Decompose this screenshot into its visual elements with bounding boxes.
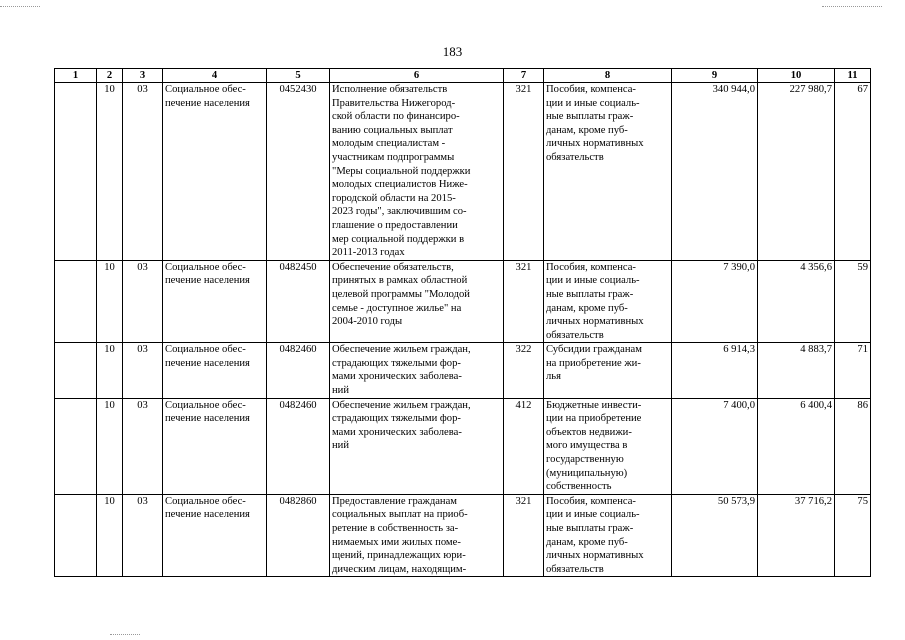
cell-description-line: городской области на 2015- bbox=[332, 192, 456, 204]
cell-section-name bbox=[163, 343, 267, 398]
cell-target-code: 0452430 bbox=[267, 83, 330, 261]
column-header-11: 11 bbox=[835, 69, 871, 83]
scan-artifact-top-right bbox=[822, 6, 882, 7]
cell-description-line: ванию социальных выплат bbox=[332, 124, 453, 136]
cell-description-line: ний bbox=[332, 385, 350, 397]
cell-expense-type-name-line: мого имущества в bbox=[546, 440, 628, 452]
table-header bbox=[55, 69, 871, 83]
cell-expense-type-name-line: личных нормативных bbox=[546, 138, 644, 150]
cell-percent: 71 bbox=[835, 343, 871, 398]
cell-expense-type-name-line: Бюджетные инвести- bbox=[546, 399, 642, 411]
cell-section-name bbox=[163, 260, 267, 343]
cell-description-line: щений, принадлежащих юри- bbox=[332, 550, 466, 562]
cell-expense-type-name bbox=[544, 83, 672, 261]
cell-section-name-line: печение населения bbox=[165, 413, 250, 425]
cell-description-line: молодых специалистов Ниже- bbox=[332, 179, 468, 191]
cell-description-line: глашение о предоставлении bbox=[332, 219, 458, 231]
cell-section: 10 bbox=[97, 494, 123, 577]
cell-section-name bbox=[163, 494, 267, 577]
column-header-9: 9 bbox=[672, 69, 758, 83]
cell-expense-type-name-line: личных нормативных bbox=[546, 316, 644, 328]
cell-expense-type-name-line: Пособия, компенса- bbox=[546, 84, 636, 95]
column-header-8: 8 bbox=[544, 69, 672, 83]
cell-empty bbox=[55, 494, 97, 577]
cell-section-name-line: Социальное обес- bbox=[165, 84, 246, 95]
cell-planned-amount: 7 400,0 bbox=[672, 398, 758, 494]
cell-subsection: 03 bbox=[123, 494, 163, 577]
cell-description-line: мами хронических заболева- bbox=[332, 426, 462, 438]
cell-expense-type-name-line: обязательств bbox=[546, 563, 604, 575]
cell-expense-type-name-line: Пособия, компенса- bbox=[546, 261, 636, 273]
cell-percent: 59 bbox=[835, 260, 871, 343]
cell-description-line: Предоставление гражданам bbox=[332, 495, 457, 507]
cell-description-line: молодым специалистам - bbox=[332, 138, 446, 150]
cell-expense-type: 322 bbox=[504, 343, 544, 398]
cell-expense-type: 321 bbox=[504, 83, 544, 261]
cell-expense-type-name-line: объектов недвижи- bbox=[546, 426, 632, 438]
cell-expense-type-name-line: данам, кроме пуб- bbox=[546, 124, 628, 136]
cell-expense-type: 321 bbox=[504, 260, 544, 343]
cell-section-name bbox=[163, 83, 267, 261]
cell-empty bbox=[55, 260, 97, 343]
cell-expense-type-name bbox=[544, 398, 672, 494]
cell-expense-type-name-line: Субсидии гражданам bbox=[546, 344, 642, 356]
cell-description-line: Обеспечение жильем граждан, bbox=[332, 399, 471, 411]
cell-description-line: Правительства Нижегород- bbox=[332, 97, 456, 109]
cell-expense-type-name-line: личных нормативных bbox=[546, 550, 644, 562]
cell-description-line: социальных выплат на приоб- bbox=[332, 509, 468, 521]
table-row bbox=[55, 260, 871, 343]
cell-percent: 86 bbox=[835, 398, 871, 494]
cell-expense-type-name-line: (муниципальную) bbox=[546, 467, 628, 479]
cell-description-line: ской области по финансиро- bbox=[332, 111, 460, 123]
cell-description-line: семье - доступное жилье" на bbox=[332, 302, 462, 314]
cell-section: 10 bbox=[97, 398, 123, 494]
cell-expense-type: 412 bbox=[504, 398, 544, 494]
cell-expense-type-name-line: государственную bbox=[546, 454, 624, 466]
cell-description-line: 2004-2010 годы bbox=[332, 316, 403, 328]
cell-section-name-line: печение населения bbox=[165, 275, 250, 287]
cell-expense-type-name-line: собственность bbox=[546, 481, 612, 493]
cell-target-code: 0482460 bbox=[267, 343, 330, 398]
cell-expense-type-name-line: обязательств bbox=[546, 151, 604, 163]
column-header-3: 3 bbox=[123, 69, 163, 83]
cell-expense-type-name-line: ции и иные социаль- bbox=[546, 509, 640, 521]
header-row bbox=[55, 69, 871, 83]
cell-description bbox=[330, 494, 504, 577]
cell-section-name bbox=[163, 398, 267, 494]
scan-artifact-top-left bbox=[0, 6, 40, 7]
cell-section: 10 bbox=[97, 260, 123, 343]
cell-expense-type-name-line: Пособия, компенса- bbox=[546, 495, 636, 507]
cell-description-line: дическим лицам, находящим- bbox=[332, 563, 467, 575]
cell-actual-amount: 6 400,4 bbox=[758, 398, 835, 494]
table-body bbox=[55, 83, 871, 577]
table-row bbox=[55, 343, 871, 398]
cell-description-line: мер социальной поддержки в bbox=[332, 233, 465, 245]
cell-section-name-line: печение населения bbox=[165, 357, 250, 369]
cell-section: 10 bbox=[97, 343, 123, 398]
cell-actual-amount: 4 356,6 bbox=[758, 260, 835, 343]
cell-description bbox=[330, 343, 504, 398]
budget-table bbox=[54, 68, 871, 577]
cell-expense-type-name-line: обязательств bbox=[546, 329, 604, 341]
cell-target-code: 0482860 bbox=[267, 494, 330, 577]
column-header-6: 6 bbox=[330, 69, 504, 83]
cell-target-code: 0482450 bbox=[267, 260, 330, 343]
cell-actual-amount: 4 883,7 bbox=[758, 343, 835, 398]
page-number: 183 bbox=[442, 44, 463, 59]
table-row bbox=[55, 398, 871, 494]
cell-subsection: 03 bbox=[123, 398, 163, 494]
cell-subsection: 03 bbox=[123, 343, 163, 398]
cell-expense-type-name bbox=[544, 260, 672, 343]
cell-section-name-line: Социальное обес- bbox=[165, 495, 246, 507]
cell-expense-type-name-line: лья bbox=[546, 371, 561, 383]
table-row bbox=[55, 83, 871, 261]
cell-section-name-line: печение населения bbox=[165, 509, 250, 521]
cell-section-name-line: Социальное обес- bbox=[165, 344, 246, 356]
cell-expense-type-name-line: ции на приобретение bbox=[546, 413, 642, 425]
column-header-10: 10 bbox=[758, 69, 835, 83]
cell-description-line: ний bbox=[332, 440, 350, 452]
cell-description-line: страдающих тяжелыми фор- bbox=[332, 413, 461, 425]
cell-expense-type-name-line: данам, кроме пуб- bbox=[546, 536, 628, 548]
cell-description-line: 2023 годы", заключившим со- bbox=[332, 206, 467, 218]
cell-description-line: 2011-2013 годах bbox=[332, 247, 405, 259]
cell-actual-amount: 227 980,7 bbox=[758, 83, 835, 261]
cell-description-line: мами хронических заболева- bbox=[332, 371, 462, 383]
cell-section-name-line: Социальное обес- bbox=[165, 399, 246, 411]
cell-percent: 67 bbox=[835, 83, 871, 261]
cell-expense-type-name-line: данам, кроме пуб- bbox=[546, 302, 628, 314]
cell-actual-amount: 37 716,2 bbox=[758, 494, 835, 577]
scan-artifact-bottom bbox=[110, 634, 140, 635]
cell-expense-type-name-line: на приобретение жи- bbox=[546, 357, 641, 369]
cell-expense-type-name-line: ции и иные социаль- bbox=[546, 97, 640, 109]
cell-description-line: Исполнение обязательств bbox=[332, 84, 448, 95]
cell-subsection: 03 bbox=[123, 83, 163, 261]
cell-section-name-line: Социальное обес- bbox=[165, 261, 246, 273]
cell-description-line: страдающих тяжелыми фор- bbox=[332, 357, 461, 369]
cell-description-line: участникам подпрограммы bbox=[332, 151, 455, 163]
cell-planned-amount: 7 390,0 bbox=[672, 260, 758, 343]
cell-planned-amount: 50 573,9 bbox=[672, 494, 758, 577]
table-row bbox=[55, 494, 871, 577]
cell-section-name-line: печение населения bbox=[165, 97, 250, 109]
cell-description-line: "Меры социальной поддержки bbox=[332, 165, 471, 177]
cell-expense-type-name bbox=[544, 494, 672, 577]
cell-expense-type-name-line: ции и иные социаль- bbox=[546, 275, 640, 287]
cell-expense-type: 321 bbox=[504, 494, 544, 577]
cell-expense-type-name-line: ные выплаты граж- bbox=[546, 111, 634, 123]
cell-description-line: нимаемых ими жилых поме- bbox=[332, 536, 461, 548]
cell-percent: 75 bbox=[835, 494, 871, 577]
cell-description bbox=[330, 398, 504, 494]
cell-description bbox=[330, 83, 504, 261]
column-header-4: 4 bbox=[163, 69, 267, 83]
cell-target-code: 0482460 bbox=[267, 398, 330, 494]
cell-planned-amount: 340 944,0 bbox=[672, 83, 758, 261]
cell-expense-type-name bbox=[544, 343, 672, 398]
column-header-2: 2 bbox=[97, 69, 123, 83]
cell-description-line: Обеспечение жильем граждан, bbox=[332, 344, 471, 356]
cell-description-line: принятых в рамках областной bbox=[332, 275, 468, 287]
cell-description-line: Обеспечение обязательств, bbox=[332, 261, 454, 273]
cell-description-line: целевой программы "Молодой bbox=[332, 288, 470, 300]
column-header-7: 7 bbox=[504, 69, 544, 83]
column-header-1: 1 bbox=[55, 69, 97, 83]
cell-expense-type-name-line: ные выплаты граж- bbox=[546, 288, 634, 300]
cell-empty bbox=[55, 83, 97, 261]
cell-empty bbox=[55, 398, 97, 494]
cell-subsection: 03 bbox=[123, 260, 163, 343]
cell-description-line: ретение в собственность за- bbox=[332, 523, 459, 534]
cell-section: 10 bbox=[97, 83, 123, 261]
column-header-5: 5 bbox=[267, 69, 330, 83]
cell-planned-amount: 6 914,3 bbox=[672, 343, 758, 398]
cell-expense-type-name-line: ные выплаты граж- bbox=[546, 523, 634, 534]
cell-empty bbox=[55, 343, 97, 398]
cell-description bbox=[330, 260, 504, 343]
